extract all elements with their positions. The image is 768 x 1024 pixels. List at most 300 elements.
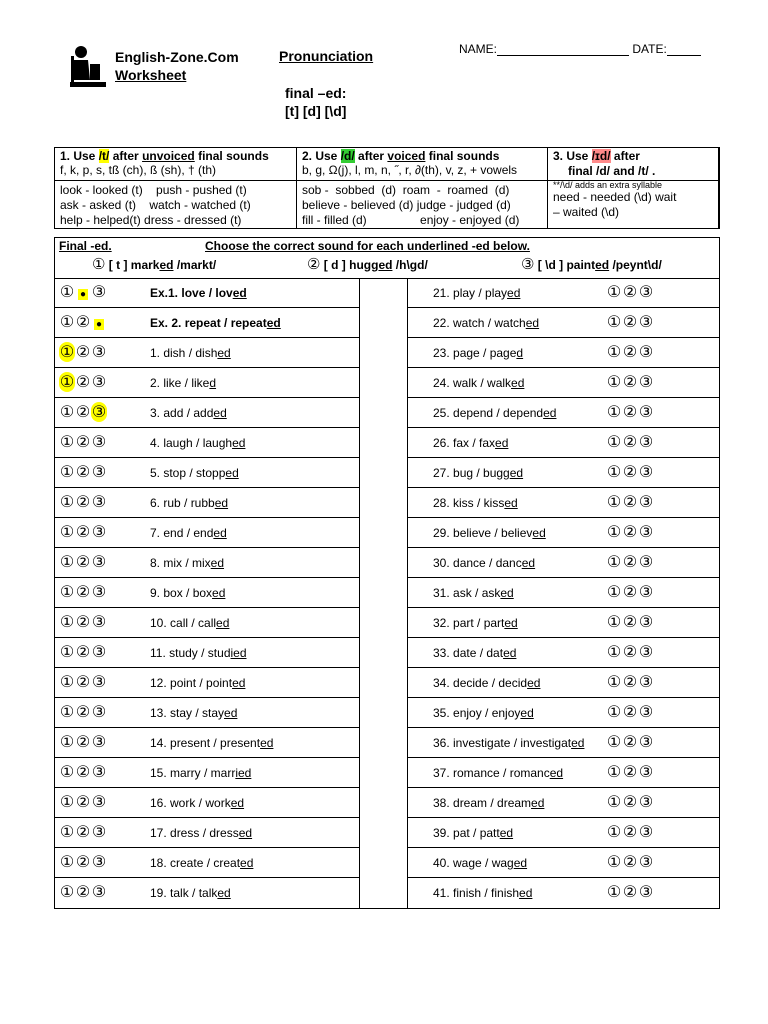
option-2[interactable]: ②	[75, 704, 91, 721]
option-2[interactable]: ②	[75, 794, 91, 811]
item-stem: 21. play / play	[433, 286, 508, 300]
item-word	[433, 856, 527, 870]
option-3[interactable]: ③	[91, 344, 107, 361]
answer-options	[606, 432, 654, 452]
table-row	[55, 278, 359, 308]
item-stem: 34. decide / decid	[433, 676, 528, 690]
option-1[interactable]: ①	[606, 674, 622, 691]
table-row	[55, 818, 359, 848]
option-2[interactable]: ②	[75, 584, 91, 601]
topic	[285, 84, 346, 120]
answer-options	[59, 492, 107, 512]
option-3[interactable]: ③	[91, 284, 107, 301]
rule-1-example: help - helped(t) dress - dressed (t)	[60, 213, 242, 227]
option-1[interactable]: ①	[59, 704, 75, 721]
option-2[interactable]: ②	[622, 764, 638, 781]
option-2[interactable]: ②	[75, 434, 91, 451]
item-ending: ed	[521, 556, 536, 570]
option-1[interactable]: ①	[59, 314, 75, 331]
item-ending: ed	[224, 706, 238, 720]
item-word	[433, 526, 546, 540]
option-2[interactable]: ②	[622, 824, 638, 841]
option-3[interactable]: ③	[91, 554, 107, 571]
option-1[interactable]: ①	[59, 434, 75, 451]
table-row	[408, 518, 719, 548]
rules-divider	[55, 180, 719, 181]
answer-options	[606, 552, 654, 572]
item-ending: ed	[232, 676, 246, 690]
option-2[interactable]: ②	[75, 404, 91, 421]
table-row	[55, 668, 359, 698]
rule-3-note: **/\d/ adds an extra syllable	[553, 180, 663, 190]
item-ending: ed	[531, 796, 545, 810]
table-row	[408, 578, 719, 608]
option-2[interactable]: ②	[75, 854, 91, 871]
item-word	[150, 406, 227, 420]
option-1[interactable]: ①	[59, 554, 75, 571]
table-row	[55, 398, 359, 428]
item-word	[150, 616, 229, 630]
exercise-table	[54, 237, 720, 909]
item-ending: ed	[216, 616, 230, 630]
option-1[interactable]: ①	[606, 524, 622, 541]
answer-options	[59, 432, 107, 452]
option-2[interactable]: ②	[622, 614, 638, 631]
option-2[interactable]: ②	[75, 614, 91, 631]
item-ending: ed	[520, 706, 534, 720]
option-3[interactable]: ③	[638, 464, 654, 481]
answer-options	[606, 762, 654, 782]
name-field[interactable]	[497, 45, 629, 56]
rule-3-example: need - needed (\d) wait	[553, 190, 677, 204]
option-1[interactable]: ①	[59, 884, 75, 901]
item-ending: ed	[266, 316, 281, 330]
option-2[interactable]: ②	[622, 584, 638, 601]
option-1[interactable]: ①	[59, 734, 75, 751]
answer-options	[59, 732, 107, 752]
option-1[interactable]: ①	[59, 344, 75, 361]
item-ending: ed	[232, 436, 246, 450]
option-3[interactable]: ③	[91, 824, 107, 841]
table-row	[55, 638, 359, 668]
answer-options	[606, 852, 654, 872]
rule-2-example: believe - believed (d) judge - judged (d)	[302, 198, 511, 212]
item-ending: ed	[543, 406, 557, 420]
option-3[interactable]: ③	[638, 794, 654, 811]
item-word	[433, 376, 524, 390]
table-row	[408, 308, 719, 338]
option-2[interactable]: ②	[75, 554, 91, 571]
option-1[interactable]: ①	[606, 344, 622, 361]
answer-options	[606, 342, 654, 362]
item-stem: 9. box / box	[150, 586, 213, 600]
item-ending: ed	[532, 526, 546, 540]
item-word	[433, 706, 534, 720]
option-2[interactable]: ②	[75, 734, 91, 751]
item-stem: 17. dress / dress	[150, 826, 239, 840]
answer-options	[606, 792, 654, 812]
option-3[interactable]: ③	[638, 284, 654, 301]
selected-dot[interactable]: ●	[79, 289, 87, 300]
option-2[interactable]: ②	[622, 794, 638, 811]
option-1[interactable]: ①	[606, 404, 622, 421]
option-3[interactable]: ③	[638, 524, 654, 541]
option-3[interactable]: ③	[91, 884, 107, 901]
item-word	[150, 856, 253, 870]
answer-options	[59, 642, 107, 662]
option-2[interactable]: ②	[622, 284, 638, 301]
option-2[interactable]: ②	[622, 404, 638, 421]
item-ending: ied	[230, 646, 247, 660]
option-2[interactable]: ②	[622, 734, 638, 751]
item-stem: 38. dream / dream	[433, 796, 532, 810]
topic-line-1: final –ed:	[285, 85, 347, 101]
option-3[interactable]: ③	[91, 404, 107, 421]
option-1[interactable]: ①	[59, 404, 75, 421]
item-stem: 6. rub / rubb	[150, 496, 215, 510]
item-stem: 32. part / part	[433, 616, 505, 630]
item-stem: 18. create / creat	[150, 856, 241, 870]
item-word	[433, 466, 523, 480]
option-3[interactable]: ③	[91, 674, 107, 691]
option-1[interactable]: ①	[606, 284, 622, 301]
option-3[interactable]: ③	[638, 734, 654, 751]
rules-box	[54, 147, 720, 229]
answer-options	[606, 402, 654, 422]
option-3[interactable]: ③	[91, 734, 107, 751]
item-word	[433, 556, 535, 570]
option-1[interactable]: ①	[59, 854, 75, 871]
table-row	[55, 788, 359, 818]
option-1[interactable]: ①	[606, 794, 622, 811]
answer-options	[59, 342, 107, 362]
reader-logo-icon	[68, 44, 108, 88]
rule-1-example: look - looked (t) push - pushed (t)	[60, 183, 247, 197]
table-row	[408, 638, 719, 668]
answer-options	[59, 372, 107, 392]
option-1[interactable]: ①	[606, 554, 622, 571]
option-3[interactable]: ③	[91, 794, 107, 811]
answer-options	[606, 282, 654, 302]
option-3[interactable]: ③	[638, 824, 654, 841]
option-2[interactable]: ②	[75, 674, 91, 691]
item-ending: ed	[509, 466, 524, 480]
option-2[interactable]: ②	[622, 854, 638, 871]
option-2[interactable]: ②	[622, 314, 638, 331]
item-word	[150, 346, 231, 360]
item-word	[150, 376, 216, 390]
table-row	[55, 878, 359, 908]
option-3[interactable]: ③	[638, 404, 654, 421]
option-1[interactable]: ①	[606, 584, 622, 601]
option-2[interactable]: ②	[75, 884, 91, 901]
option-2[interactable]: ②	[622, 674, 638, 691]
table-row	[408, 848, 719, 878]
site-name-block	[115, 48, 239, 84]
table-row	[55, 848, 359, 878]
answer-options	[59, 552, 107, 572]
option-2[interactable]: ②	[622, 644, 638, 661]
answer-options	[606, 372, 654, 392]
option-2[interactable]: ②	[75, 494, 91, 511]
item-stem: 25. depend / depend	[433, 406, 544, 420]
item-stem: 2. like / like	[150, 376, 210, 390]
item-ending: ed	[519, 886, 533, 900]
item-word	[150, 736, 273, 750]
option-2[interactable]: ②	[75, 314, 91, 331]
answer-options	[606, 492, 654, 512]
option-2[interactable]: ②	[75, 764, 91, 781]
option-1[interactable]: ①	[59, 524, 75, 541]
answer-options	[59, 312, 107, 332]
topic-line-2: [t] [d] [\d]	[285, 103, 347, 119]
item-stem: 12. point / point	[150, 676, 233, 690]
answer-options	[606, 702, 654, 722]
table-row	[55, 548, 359, 578]
option-3[interactable]: ③	[638, 644, 654, 661]
option-2[interactable]: ②	[622, 434, 638, 451]
item-stem: Ex. 2. repeat / repeat	[150, 316, 267, 330]
option-3[interactable]: ③	[638, 704, 654, 721]
rule-3: 3. Use /ɪd/ after final /d/ and /t/ . **/\d/ adds an extra syllable need - needed (\d) wait – waited (\d)	[548, 148, 719, 228]
item-stem: 19. talk / talk	[150, 886, 218, 900]
option-3[interactable]: ③	[91, 434, 107, 451]
option-3[interactable]: ③	[638, 884, 654, 901]
option-3[interactable]: ③	[638, 764, 654, 781]
item-stem: 1. dish / dish	[150, 346, 218, 360]
item-stem: 14. present / present	[150, 736, 261, 750]
item-stem: 7. end / end	[150, 526, 214, 540]
item-word	[433, 736, 584, 750]
answer-options	[59, 282, 107, 302]
item-ending: ed	[214, 496, 229, 510]
answer-options	[59, 702, 107, 722]
option-1[interactable]: ①	[606, 734, 622, 751]
option-1[interactable]: ①	[59, 644, 75, 661]
option-2[interactable]: ②	[622, 554, 638, 571]
item-ending: ed	[225, 466, 239, 480]
option-1[interactable]: ①	[59, 584, 75, 601]
option-3[interactable]: ③	[91, 704, 107, 721]
table-row	[55, 758, 359, 788]
option-1[interactable]: ①	[606, 824, 622, 841]
answer-options	[59, 762, 107, 782]
item-stem: 30. dance / danc	[433, 556, 522, 570]
option-3[interactable]: ③	[638, 344, 654, 361]
option-2[interactable]: ②	[622, 704, 638, 721]
option-2[interactable]: ②	[622, 464, 638, 481]
table-row	[55, 338, 359, 368]
option-3[interactable]: ③	[91, 854, 107, 871]
item-stem: 28. kiss / kiss	[433, 496, 505, 510]
option-1[interactable]: ①	[59, 764, 75, 781]
item-word	[433, 616, 518, 630]
option-1[interactable]: ①	[606, 854, 622, 871]
answer-options	[59, 672, 107, 692]
item-stem: 27. bug / bugg	[433, 466, 510, 480]
item-stem: 24. walk / walk	[433, 376, 512, 390]
item-ending: ed	[511, 376, 525, 390]
selected-dot[interactable]: ●	[95, 319, 103, 330]
item-ending: ed	[210, 556, 225, 570]
table-row	[408, 368, 719, 398]
option-1[interactable]: ①	[606, 374, 622, 391]
item-stem: 3. add / add	[150, 406, 214, 420]
table-row	[408, 458, 719, 488]
option-1[interactable]: ①	[59, 374, 75, 391]
answer-options	[59, 612, 107, 632]
option-1[interactable]: ①	[59, 284, 75, 301]
option-1[interactable]: ①	[59, 674, 75, 691]
key-t: ① [ t ] marked /markt/	[92, 256, 217, 273]
table-row	[55, 698, 359, 728]
item-word	[150, 586, 225, 600]
item-stem: 31. ask / ask	[433, 586, 501, 600]
option-2[interactable]: ②	[622, 884, 638, 901]
item-ending: ed	[217, 886, 231, 900]
option-2[interactable]: ②	[75, 824, 91, 841]
option-3[interactable]: ③	[638, 554, 654, 571]
answer-options	[59, 852, 107, 872]
answer-options	[606, 612, 654, 632]
option-3[interactable]: ③	[638, 314, 654, 331]
option-1[interactable]: ①	[59, 494, 75, 511]
item-word	[433, 676, 540, 690]
option-1[interactable]: ①	[606, 494, 622, 511]
option-1[interactable]: ①	[606, 884, 622, 901]
option-1[interactable]: ①	[59, 614, 75, 631]
item-stem: 8. mix / mix	[150, 556, 211, 570]
rule-2-example: sob - sobbed (d) roam - roamed (d)	[302, 183, 510, 197]
option-2[interactable]: ②	[622, 344, 638, 361]
answer-options	[606, 522, 654, 542]
item-ending: d	[209, 376, 217, 390]
table-row	[55, 488, 359, 518]
date-field[interactable]	[667, 45, 701, 56]
option-2[interactable]: ②	[622, 494, 638, 511]
option-1[interactable]: ①	[606, 764, 622, 781]
option-3[interactable]: ③	[638, 434, 654, 451]
page-title: Pronunciation	[279, 48, 374, 64]
option-1[interactable]: ①	[606, 704, 622, 721]
item-ending: ed	[213, 526, 227, 540]
option-1[interactable]: ①	[606, 434, 622, 451]
item-word	[433, 826, 513, 840]
option-3[interactable]: ③	[91, 464, 107, 481]
option-3[interactable]: ③	[638, 614, 654, 631]
option-2[interactable]: ②	[75, 344, 91, 361]
option-3[interactable]: ③	[91, 644, 107, 661]
option-2[interactable]: ②	[75, 374, 91, 391]
option-3[interactable]: ③	[638, 494, 654, 511]
option-3[interactable]: ③	[91, 614, 107, 631]
option-2[interactable]: ②	[75, 524, 91, 541]
item-word	[150, 436, 245, 450]
answer-options	[59, 582, 107, 602]
answer-options	[59, 822, 107, 842]
item-word	[150, 676, 245, 690]
item-stem: 37. romance / romanc	[433, 766, 550, 780]
rule-2-sounds: b, g, Ω(j), l, m, n, ˝, r, ∂(th), v, z, + vowels	[302, 163, 518, 177]
option-3[interactable]: ③	[91, 494, 107, 511]
item-stem: Ex.1. love / lov	[150, 286, 233, 300]
table-row	[408, 488, 719, 518]
item-ending: ed	[513, 856, 528, 870]
option-2[interactable]: ②	[622, 524, 638, 541]
item-stem: 13. stay / stay	[150, 706, 225, 720]
item-word	[150, 886, 231, 900]
answer-options	[59, 522, 107, 542]
answer-options	[606, 732, 654, 752]
option-1[interactable]: ①	[606, 644, 622, 661]
item-stem: 23. page / page	[433, 346, 517, 360]
option-3[interactable]: ③	[91, 764, 107, 781]
item-stem: 33. date / dat	[433, 646, 504, 660]
table-row	[55, 308, 359, 338]
option-3[interactable]: ③	[91, 374, 107, 391]
table-instruction: Choose the correct sound for each underlined -ed below.	[205, 239, 530, 253]
table-row	[55, 608, 359, 638]
option-3[interactable]: ③	[638, 374, 654, 391]
rule-2: 2. Use /d/ after voiced final sounds b, g, Ω(j), l, m, n, ˝, r, ∂(th), v, z, + vowels sob - sobbed (d) roam - roamed (d) believe - believed (d) judge - judged (d) fill - filled (d) enjoy - enjoyed (d)	[297, 148, 548, 228]
answer-options	[59, 792, 107, 812]
option-1[interactable]: ①	[606, 464, 622, 481]
table-row	[408, 278, 719, 308]
item-stem: 11. study / stud	[150, 646, 231, 660]
item-stem: 41. finish / finish	[433, 886, 520, 900]
option-1[interactable]: ①	[606, 314, 622, 331]
item-ending: ed	[232, 286, 247, 300]
item-ending: ed	[504, 496, 518, 510]
option-1[interactable]: ①	[606, 614, 622, 631]
answer-options	[606, 462, 654, 482]
item-word	[433, 766, 563, 780]
item-ending: ed	[213, 406, 227, 420]
item-stem: 40. wage / wag	[433, 856, 514, 870]
item-word	[150, 286, 247, 300]
option-1[interactable]: ①	[59, 464, 75, 481]
option-2[interactable]: ②	[75, 644, 91, 661]
answer-options	[59, 402, 107, 422]
item-stem: 29. believe / believ	[433, 526, 533, 540]
option-3[interactable]: ③	[638, 584, 654, 601]
item-word	[433, 496, 518, 510]
table-row	[55, 428, 359, 458]
option-3[interactable]: ③	[91, 524, 107, 541]
option-1[interactable]: ①	[59, 824, 75, 841]
table-row	[408, 668, 719, 698]
table-row	[408, 608, 719, 638]
answer-options	[606, 312, 654, 332]
option-1[interactable]: ①	[59, 794, 75, 811]
answer-options	[606, 882, 654, 902]
item-word	[433, 796, 544, 810]
option-3[interactable]: ③	[638, 674, 654, 691]
item-ending: ed	[260, 736, 274, 750]
table-row	[408, 338, 719, 368]
item-word	[150, 796, 244, 810]
item-stem: 39. pat / patt	[433, 826, 500, 840]
option-2[interactable]: ②	[622, 374, 638, 391]
item-ending: ed	[238, 826, 253, 840]
item-word	[433, 586, 514, 600]
option-3[interactable]: ③	[638, 854, 654, 871]
rule-3-example: – waited (\d)	[553, 205, 620, 219]
item-word	[433, 436, 508, 450]
option-2[interactable]: ②	[75, 464, 91, 481]
item-word	[150, 706, 237, 720]
option-3[interactable]: ③	[91, 584, 107, 601]
